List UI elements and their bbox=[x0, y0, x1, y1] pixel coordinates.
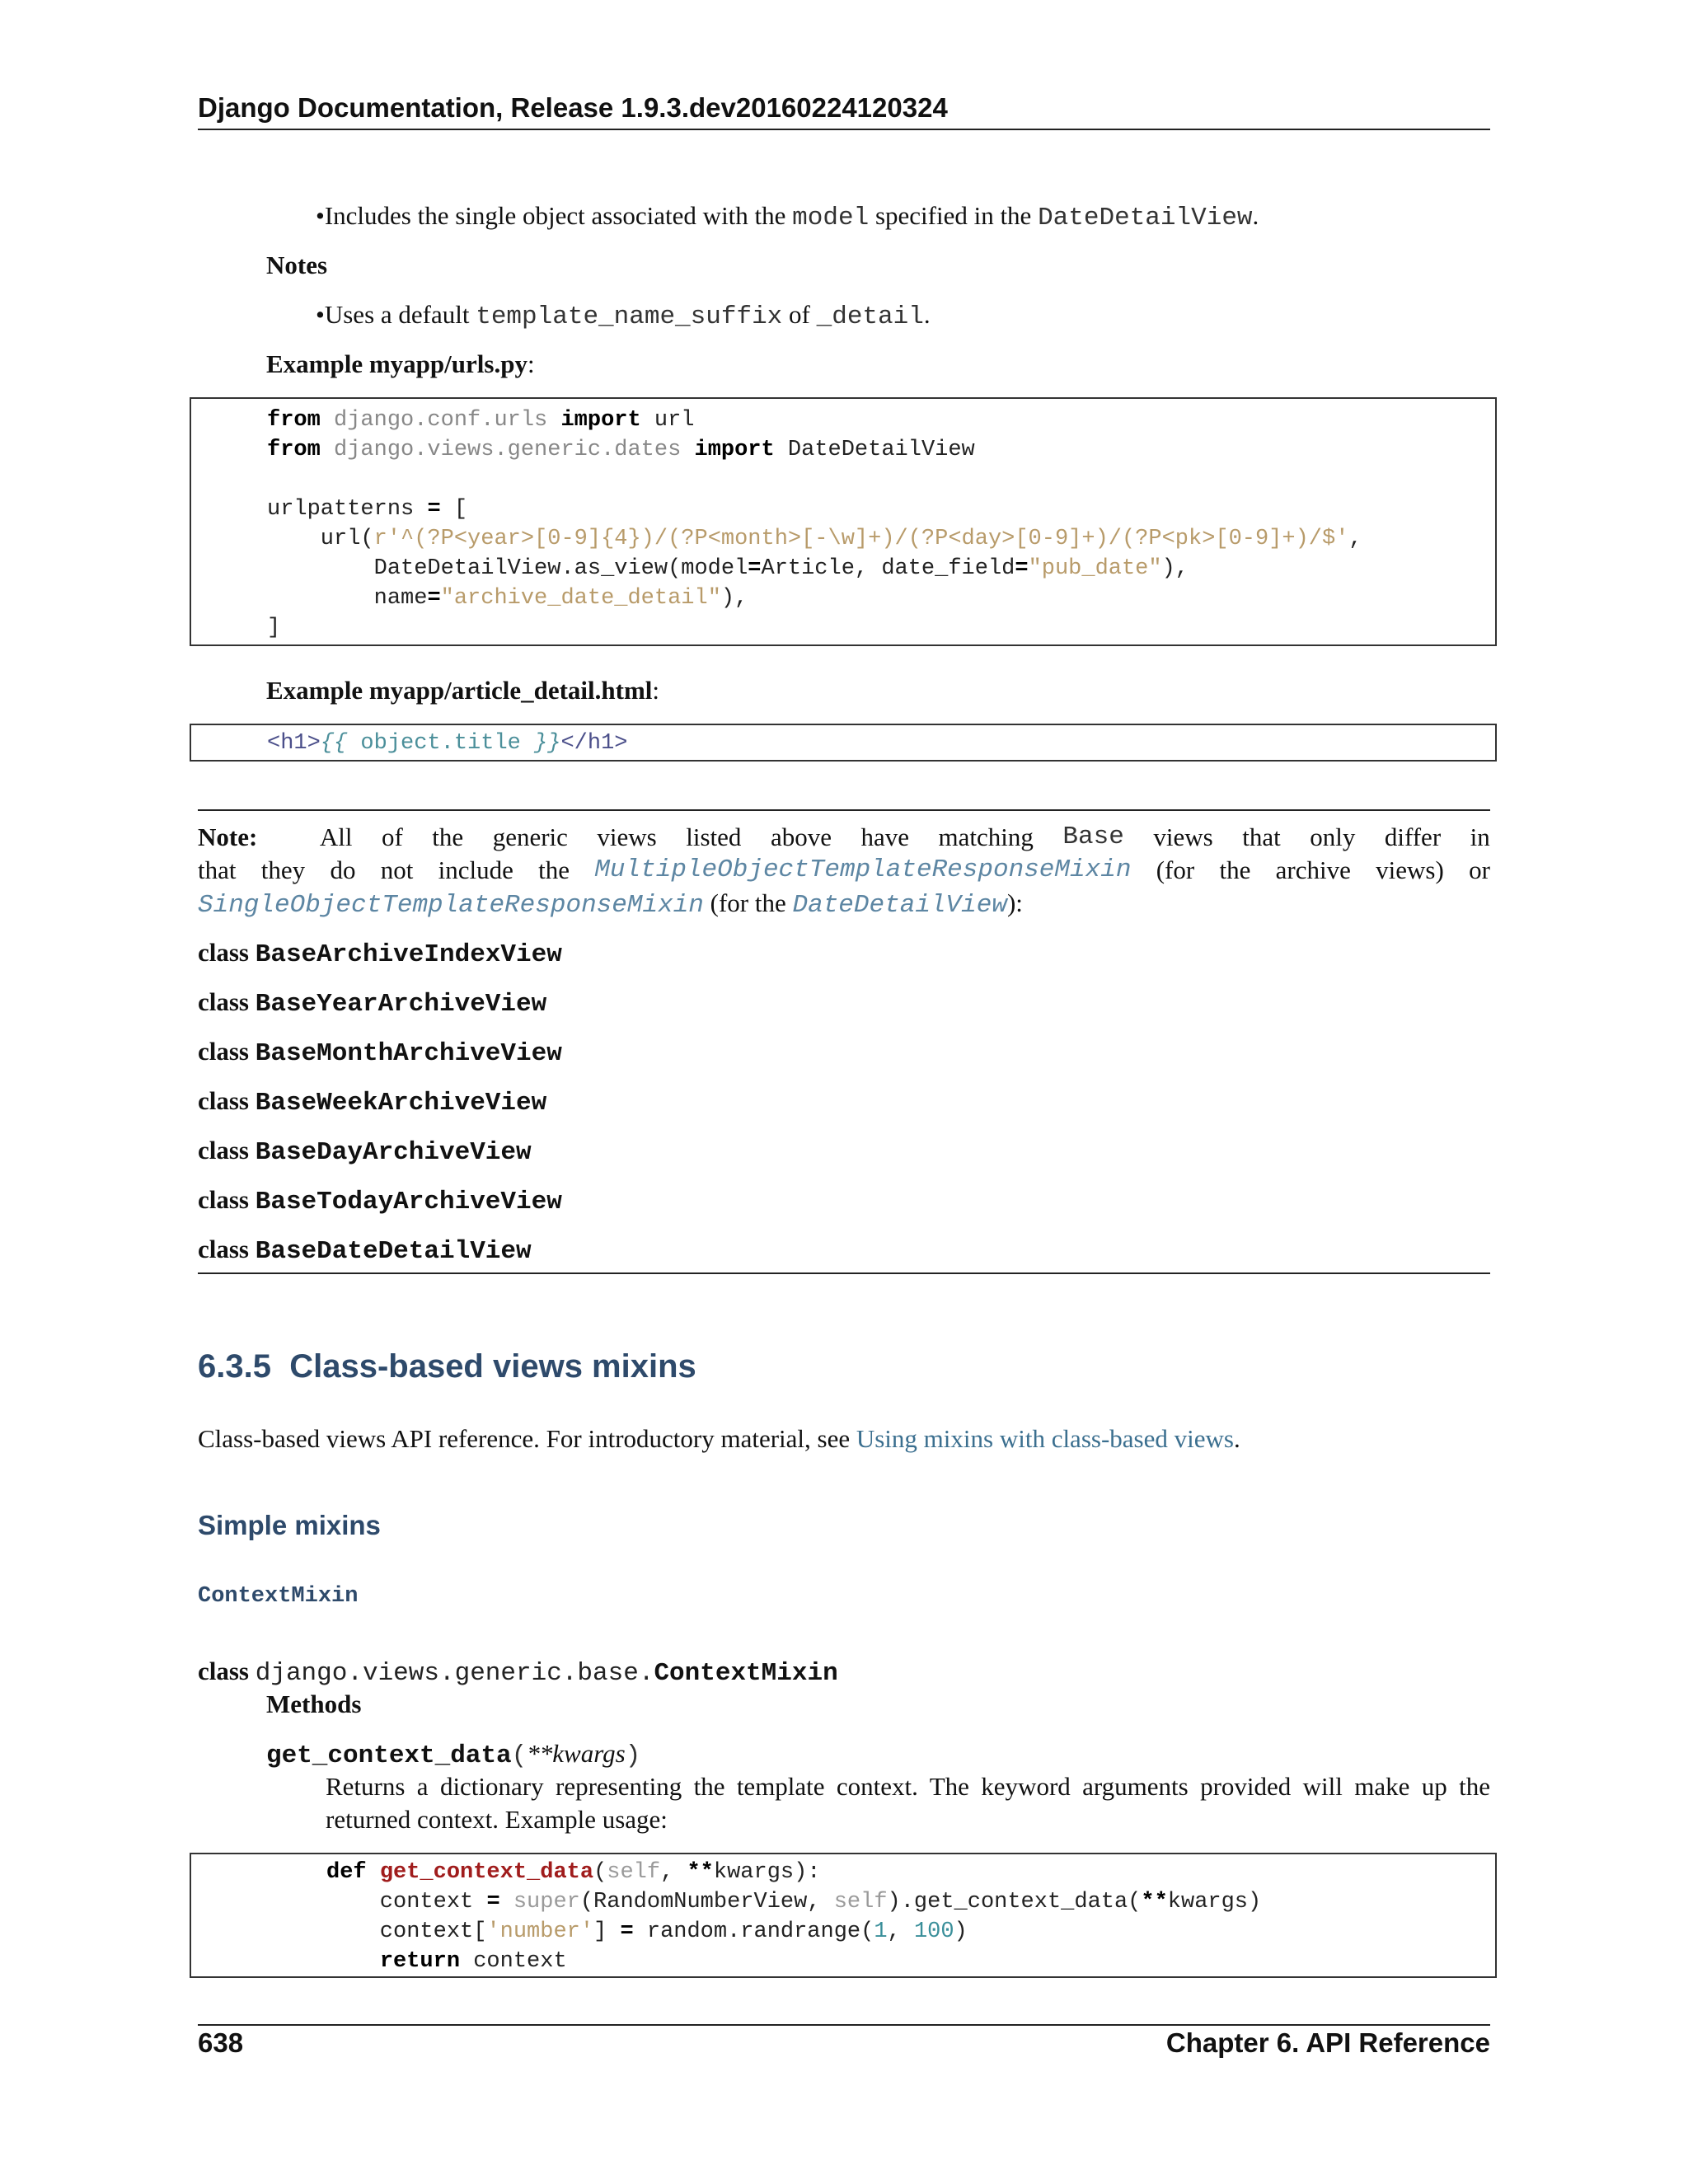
note-word: All bbox=[319, 823, 353, 851]
operator: = bbox=[427, 497, 441, 522]
class-entry-base-today-archive-view bbox=[198, 1183, 562, 1219]
section-title: Class-based views mixins bbox=[289, 1348, 696, 1385]
inline-code-model: model bbox=[792, 204, 870, 232]
section-number: 6.3.5 bbox=[198, 1348, 271, 1385]
class-entry-base-week-archive-view bbox=[198, 1085, 546, 1120]
note-word: the bbox=[1219, 855, 1251, 884]
note-line-3 bbox=[198, 887, 1023, 922]
method-name: get_context_data bbox=[266, 1741, 512, 1770]
section-intro-paragraph bbox=[198, 1422, 1240, 1455]
bullet-text: of bbox=[782, 300, 817, 329]
note-word: the bbox=[432, 823, 464, 851]
number-literal: 100 bbox=[913, 1919, 954, 1944]
inline-code-template-name-suffix: template_name_suffix bbox=[476, 302, 783, 331]
link-using-mixins[interactable]: Using mixins with class-based views bbox=[856, 1424, 1234, 1453]
code-text: DateDetailView.as_view(model bbox=[267, 556, 748, 581]
string-literal: "archive_date_detail" bbox=[440, 586, 721, 611]
code-line bbox=[326, 1947, 567, 1976]
header-rule bbox=[198, 129, 1490, 130]
code-line bbox=[267, 554, 1189, 583]
paragraph-text: Class-based views API reference. For introductory material, see bbox=[198, 1424, 856, 1453]
bullet-text: •Uses a default bbox=[316, 300, 476, 329]
code-text: , bbox=[887, 1919, 914, 1944]
class-keyword: class bbox=[198, 987, 249, 1016]
link-singleobjecttemplateresponsemixin[interactable]: SingleObjectTemplateResponseMixin bbox=[198, 891, 704, 920]
notes-heading: Notes bbox=[266, 251, 328, 279]
self-keyword: self bbox=[833, 1890, 888, 1915]
footer-rule bbox=[198, 2024, 1490, 2026]
operator: = bbox=[748, 556, 762, 581]
self-keyword: self bbox=[607, 1860, 661, 1885]
class-entry-base-archive-index-view bbox=[198, 936, 562, 972]
note-word: above bbox=[770, 823, 832, 851]
code-text: context bbox=[326, 1890, 487, 1915]
paragraph-text: . bbox=[1233, 1424, 1240, 1453]
inline-code-base: Base bbox=[1062, 823, 1124, 851]
code-text: context bbox=[460, 1949, 567, 1974]
bullet-text: . bbox=[923, 300, 931, 329]
class-keyword: class bbox=[198, 1657, 249, 1685]
note-word: listed bbox=[686, 823, 742, 851]
code-block-context-usage bbox=[190, 1853, 1497, 1978]
code-line bbox=[326, 1917, 968, 1947]
code-line bbox=[267, 405, 695, 435]
class-keyword: class bbox=[198, 1037, 249, 1066]
note-word: only bbox=[1310, 823, 1356, 851]
code-line bbox=[267, 729, 627, 758]
link-datedetailview[interactable]: DateDetailView bbox=[792, 891, 1007, 920]
note-word: differ bbox=[1384, 823, 1442, 851]
method-description-line-2: returned context. Example usage: bbox=[326, 1805, 668, 1834]
note-top-rule bbox=[198, 809, 1490, 811]
module-name: django.conf.urls bbox=[320, 408, 561, 433]
class-name: BaseTodayArchiveView bbox=[255, 1188, 562, 1216]
code-line bbox=[267, 494, 467, 524]
code-text: url bbox=[640, 408, 695, 433]
note-word: the bbox=[538, 855, 570, 884]
module-name: django.views.generic.dates bbox=[320, 438, 695, 462]
class-keyword: class bbox=[198, 938, 249, 967]
code-line bbox=[267, 435, 975, 465]
code-text bbox=[500, 1890, 513, 1915]
note-word: have bbox=[860, 823, 910, 851]
code-text: DateDetailView bbox=[774, 438, 975, 462]
class-name: BaseDateDetailView bbox=[255, 1237, 532, 1266]
method-description-line-1 bbox=[326, 1770, 1490, 1803]
code-text: ( bbox=[593, 1860, 607, 1885]
example-html-label bbox=[266, 674, 659, 707]
builtin: super bbox=[513, 1890, 580, 1915]
class-name: BaseWeekArchiveView bbox=[255, 1089, 547, 1118]
paren: ) bbox=[625, 1741, 641, 1770]
code-text: name bbox=[267, 586, 428, 611]
note-label: Note: bbox=[198, 823, 258, 851]
operator: ** bbox=[687, 1860, 714, 1885]
bullet-includes-object bbox=[316, 199, 1259, 235]
html-tag: <h1> bbox=[267, 731, 321, 756]
note-word: include bbox=[438, 855, 513, 884]
example-urls-label bbox=[266, 348, 535, 381]
class-name: BaseArchiveIndexView bbox=[255, 940, 562, 969]
code-line bbox=[326, 1887, 1261, 1917]
bullet-text: •Includes the single object associated with the bbox=[316, 201, 793, 230]
class-name: ContextMixin bbox=[654, 1659, 838, 1688]
page-number: 638 bbox=[198, 2027, 244, 2058]
note-word: that bbox=[198, 855, 237, 884]
template-delimiter: {{ bbox=[320, 731, 361, 756]
string-literal: "pub_date" bbox=[1028, 556, 1162, 581]
code-text: urlpatterns bbox=[267, 497, 428, 522]
note-word: do bbox=[330, 855, 356, 884]
template-variable: object.title bbox=[360, 731, 521, 756]
keyword: import bbox=[560, 408, 641, 433]
subsubsection-heading: ContextMixin bbox=[198, 1584, 359, 1609]
keyword: def bbox=[326, 1860, 367, 1885]
string-literal: 'number' bbox=[486, 1919, 594, 1944]
example-label: Example myapp/article_detail.html bbox=[266, 676, 653, 705]
code-text: [ bbox=[440, 497, 468, 522]
code-text: , bbox=[1348, 527, 1362, 551]
code-block-urls bbox=[190, 397, 1497, 646]
note-word: matching bbox=[938, 823, 1034, 851]
class-keyword: class bbox=[198, 1185, 249, 1214]
code-text: ), bbox=[720, 586, 748, 611]
keyword: from bbox=[267, 438, 321, 462]
colon: : bbox=[527, 349, 535, 378]
bullet-text: . bbox=[1252, 201, 1259, 230]
bullet-text: specified in the bbox=[869, 201, 1039, 230]
operator: = bbox=[427, 586, 441, 611]
note-word: in bbox=[1470, 823, 1490, 851]
class-entry-base-date-detail-view bbox=[198, 1233, 532, 1268]
note-word: archive bbox=[1275, 855, 1351, 884]
note-text: (for the bbox=[703, 888, 793, 917]
class-entry-base-day-archive-view bbox=[198, 1134, 532, 1169]
class-name: BaseYearArchiveView bbox=[255, 990, 547, 1019]
code-line bbox=[267, 583, 748, 613]
method-args: **kwargs bbox=[527, 1739, 626, 1768]
note-word: views) bbox=[1376, 855, 1444, 884]
note-text: ): bbox=[1006, 888, 1023, 917]
chapter-title: Chapter 6. API Reference bbox=[1165, 2027, 1490, 2058]
note-line-1 bbox=[198, 821, 1490, 854]
code-text: context[ bbox=[326, 1919, 487, 1944]
section-heading bbox=[198, 1348, 696, 1385]
code-text: , bbox=[660, 1860, 687, 1885]
code-block-template bbox=[190, 724, 1497, 762]
note-word: that bbox=[1242, 823, 1281, 851]
class-signature-contextmixin bbox=[198, 1655, 838, 1690]
code-text: random.randrange( bbox=[633, 1919, 874, 1944]
keyword: from bbox=[267, 408, 321, 433]
colon: : bbox=[652, 676, 660, 705]
module-path: django.views.generic.base. bbox=[255, 1659, 654, 1688]
operator: = bbox=[486, 1890, 500, 1915]
note-word: or bbox=[1469, 855, 1490, 884]
operator: = bbox=[1015, 556, 1029, 581]
note-word: generic bbox=[492, 823, 568, 851]
class-name: BaseMonthArchiveView bbox=[255, 1039, 562, 1068]
code-line bbox=[326, 1858, 821, 1887]
class-entry-base-month-archive-view bbox=[198, 1035, 562, 1071]
html-tag: </h1> bbox=[560, 731, 628, 756]
operator: ** bbox=[1141, 1890, 1168, 1915]
method-description: Returns a dictionary representing the template context. The keyword arguments provided will make up the bbox=[326, 1772, 1490, 1801]
note-bottom-rule bbox=[198, 1272, 1490, 1274]
example-label: Example myapp/urls.py bbox=[266, 349, 528, 378]
note-word: of bbox=[381, 823, 403, 851]
code-text: (RandomNumberView, bbox=[579, 1890, 834, 1915]
note-word: they bbox=[260, 855, 306, 884]
code-text: ), bbox=[1161, 556, 1189, 581]
code-text: kwargs): bbox=[713, 1860, 821, 1885]
operator: = bbox=[620, 1919, 634, 1944]
code-line: ] bbox=[267, 616, 281, 640]
keyword: return bbox=[379, 1949, 461, 1974]
inline-code-detail: _detail bbox=[816, 302, 924, 331]
code-text: ).get_context_data( bbox=[887, 1890, 1142, 1915]
methods-heading: Methods bbox=[266, 1690, 362, 1718]
class-keyword: class bbox=[198, 1086, 249, 1115]
code-line bbox=[267, 524, 1362, 554]
code-text: Article, date_field bbox=[761, 556, 1015, 581]
subsection-heading: Simple mixins bbox=[198, 1510, 381, 1540]
class-keyword: class bbox=[198, 1136, 249, 1165]
code-text: url( bbox=[267, 527, 374, 551]
template-delimiter: }} bbox=[520, 731, 561, 756]
bullet-template-suffix bbox=[316, 298, 931, 334]
code-text: kwargs) bbox=[1167, 1890, 1262, 1915]
class-name: BaseDayArchiveView bbox=[255, 1138, 532, 1167]
inline-code-datedetailview: DateDetailView bbox=[1038, 204, 1253, 232]
code-text: ] bbox=[593, 1919, 621, 1944]
number-literal: 1 bbox=[874, 1919, 888, 1944]
keyword: import bbox=[694, 438, 775, 462]
note-word: not bbox=[380, 855, 414, 884]
code-text: ) bbox=[954, 1919, 968, 1944]
string-literal: r'^(?P<year>[0-9]{4})/(?P<month>[-\w]+)/(?P<day>[0-9]+)/(?P<pk>[0-9]+)/$' bbox=[373, 527, 1349, 551]
link-multipleobjecttemplateresponsemixin[interactable]: MultipleObjectTemplateResponseMixin bbox=[594, 855, 1132, 884]
running-header: Django Documentation, Release 1.9.3.dev20160224120324 bbox=[198, 92, 948, 123]
note-word: (for bbox=[1156, 855, 1195, 884]
note-word: views bbox=[597, 823, 657, 851]
note-line-2 bbox=[198, 854, 1490, 887]
paren: ( bbox=[511, 1741, 528, 1770]
method-signature bbox=[266, 1737, 640, 1773]
function-name: get_context_data bbox=[379, 1860, 594, 1885]
note-word: views bbox=[1153, 823, 1213, 851]
class-entry-base-year-archive-view bbox=[198, 986, 546, 1021]
class-keyword: class bbox=[198, 1235, 249, 1263]
